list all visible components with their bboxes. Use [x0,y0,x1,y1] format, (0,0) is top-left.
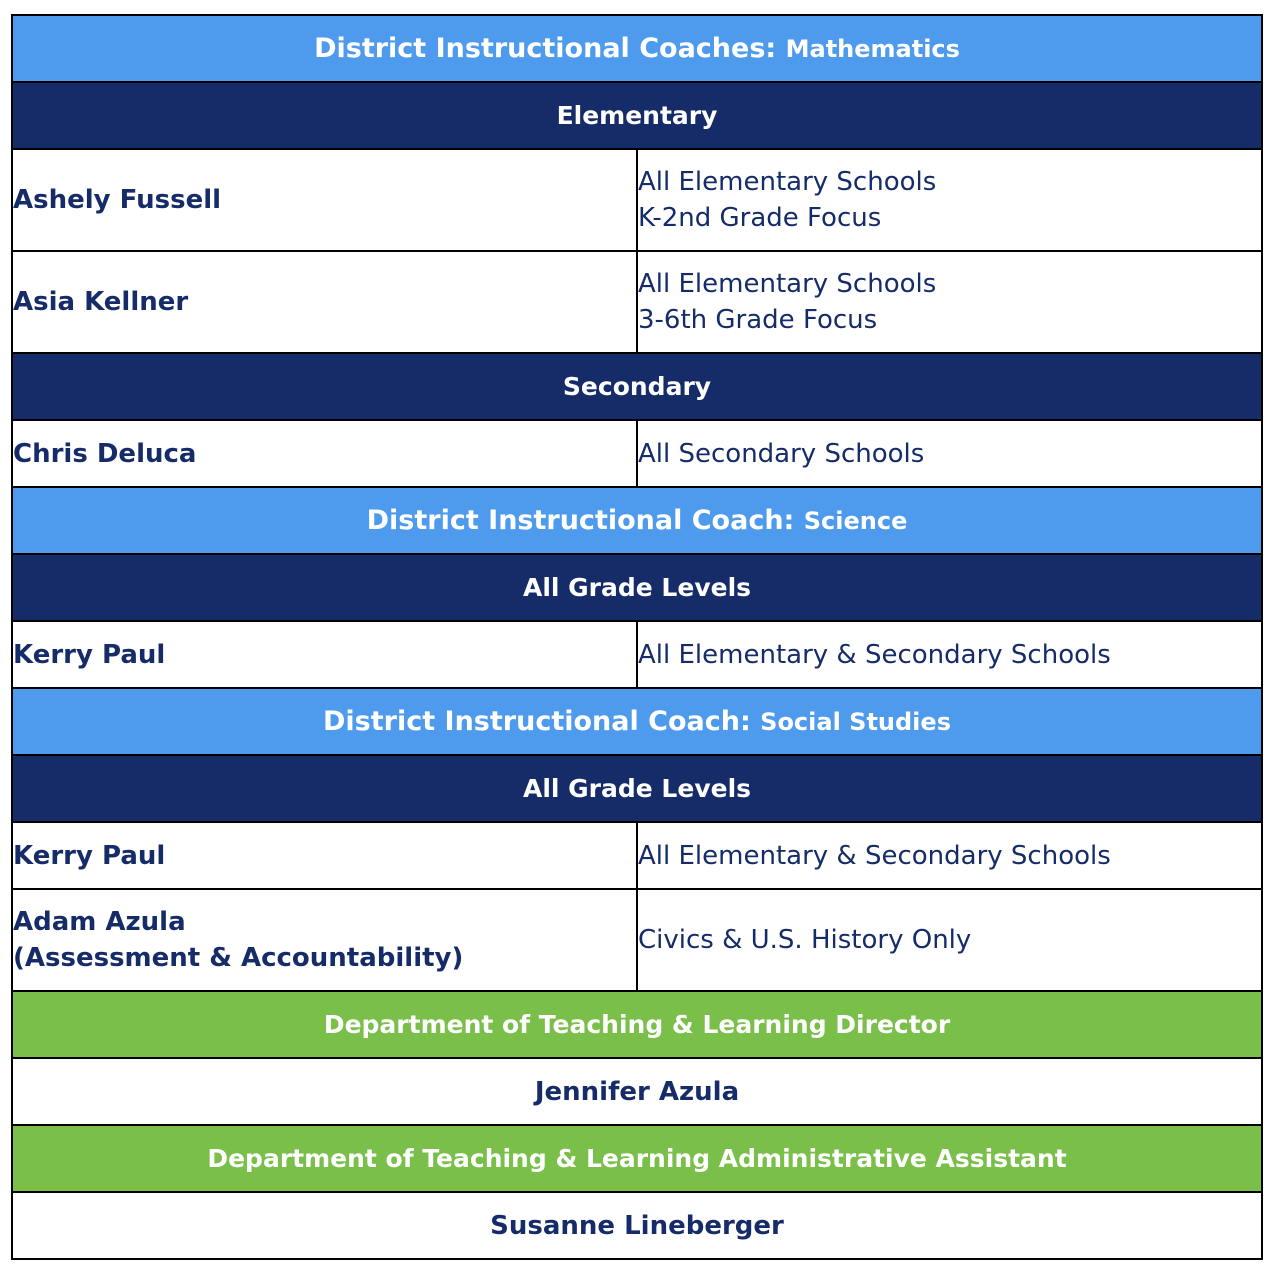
table-row [12,1058,1262,1125]
coach-assignment [637,822,1262,889]
coach-name: Asia Kellner [12,251,637,353]
elementary-heading: Elementary [12,82,1262,149]
science-title-text: District Instructional Coach: [366,505,795,536]
coach-assignment [637,889,1262,991]
social-title-text: District Instructional Coach: [323,706,751,737]
assignment-line: All Elementary Schools [638,167,937,197]
assistant-name: Susanne Lineberger [12,1192,1262,1259]
director-section-header [12,991,1262,1058]
social-subject-text: Social Studies [760,708,951,736]
coach-name: Kerry Paul [12,822,637,889]
coach-name: Ashely Fussell [12,149,637,251]
science-grade-heading: All Grade Levels [12,554,1262,621]
assignment-line: All Elementary Schools [638,269,937,299]
science-subject-text: Science [803,507,908,535]
math-section-title [12,15,1262,82]
social-grade-subheader [12,755,1262,822]
coach-assignment [637,149,1262,251]
assignment-line: 3-6th Grade Focus [638,305,878,335]
table-row [12,420,1262,487]
director-name: Jennifer Azula [12,1058,1262,1125]
math-subject-text: Mathematics [785,35,960,63]
coach-role-line: (Assessment & Accountability) [13,943,464,973]
assignment-line: Civics & U.S. History Only [638,925,972,955]
assistant-section-header [12,1125,1262,1192]
table-row [12,1192,1262,1259]
secondary-subheader [12,353,1262,420]
math-title-text: District Instructional Coaches: [314,33,777,64]
table-row [12,621,1262,688]
coach-name [12,889,637,991]
assignment-line: K-2nd Grade Focus [638,203,882,233]
science-section-header [12,487,1262,554]
table-row [12,822,1262,889]
table-row [12,251,1262,353]
table-row [12,149,1262,251]
coach-assignment [637,251,1262,353]
table-row [12,889,1262,991]
coaches-directory-table [11,14,1263,1260]
secondary-heading: Secondary [12,353,1262,420]
coach-name: Chris Deluca [12,420,637,487]
assignment-line: All Elementary & Secondary Schools [638,639,1111,670]
social-studies-section-title [12,688,1262,755]
assignment-line: All Elementary & Secondary Schools [638,840,1111,871]
science-section-title [12,487,1262,554]
assistant-title: Department of Teaching & Learning Administrative Assistant [12,1125,1262,1192]
science-grade-subheader [12,554,1262,621]
math-section-header [12,15,1262,82]
coach-assignment [637,420,1262,487]
assignment-line: All Secondary Schools [638,438,925,469]
coach-assignment [637,621,1262,688]
coach-name-line: Adam Azula [13,907,186,937]
social-grade-heading: All Grade Levels [12,755,1262,822]
coach-name: Kerry Paul [12,621,637,688]
director-title: Department of Teaching & Learning Director [12,991,1262,1058]
elementary-subheader [12,82,1262,149]
social-studies-section-header [12,688,1262,755]
